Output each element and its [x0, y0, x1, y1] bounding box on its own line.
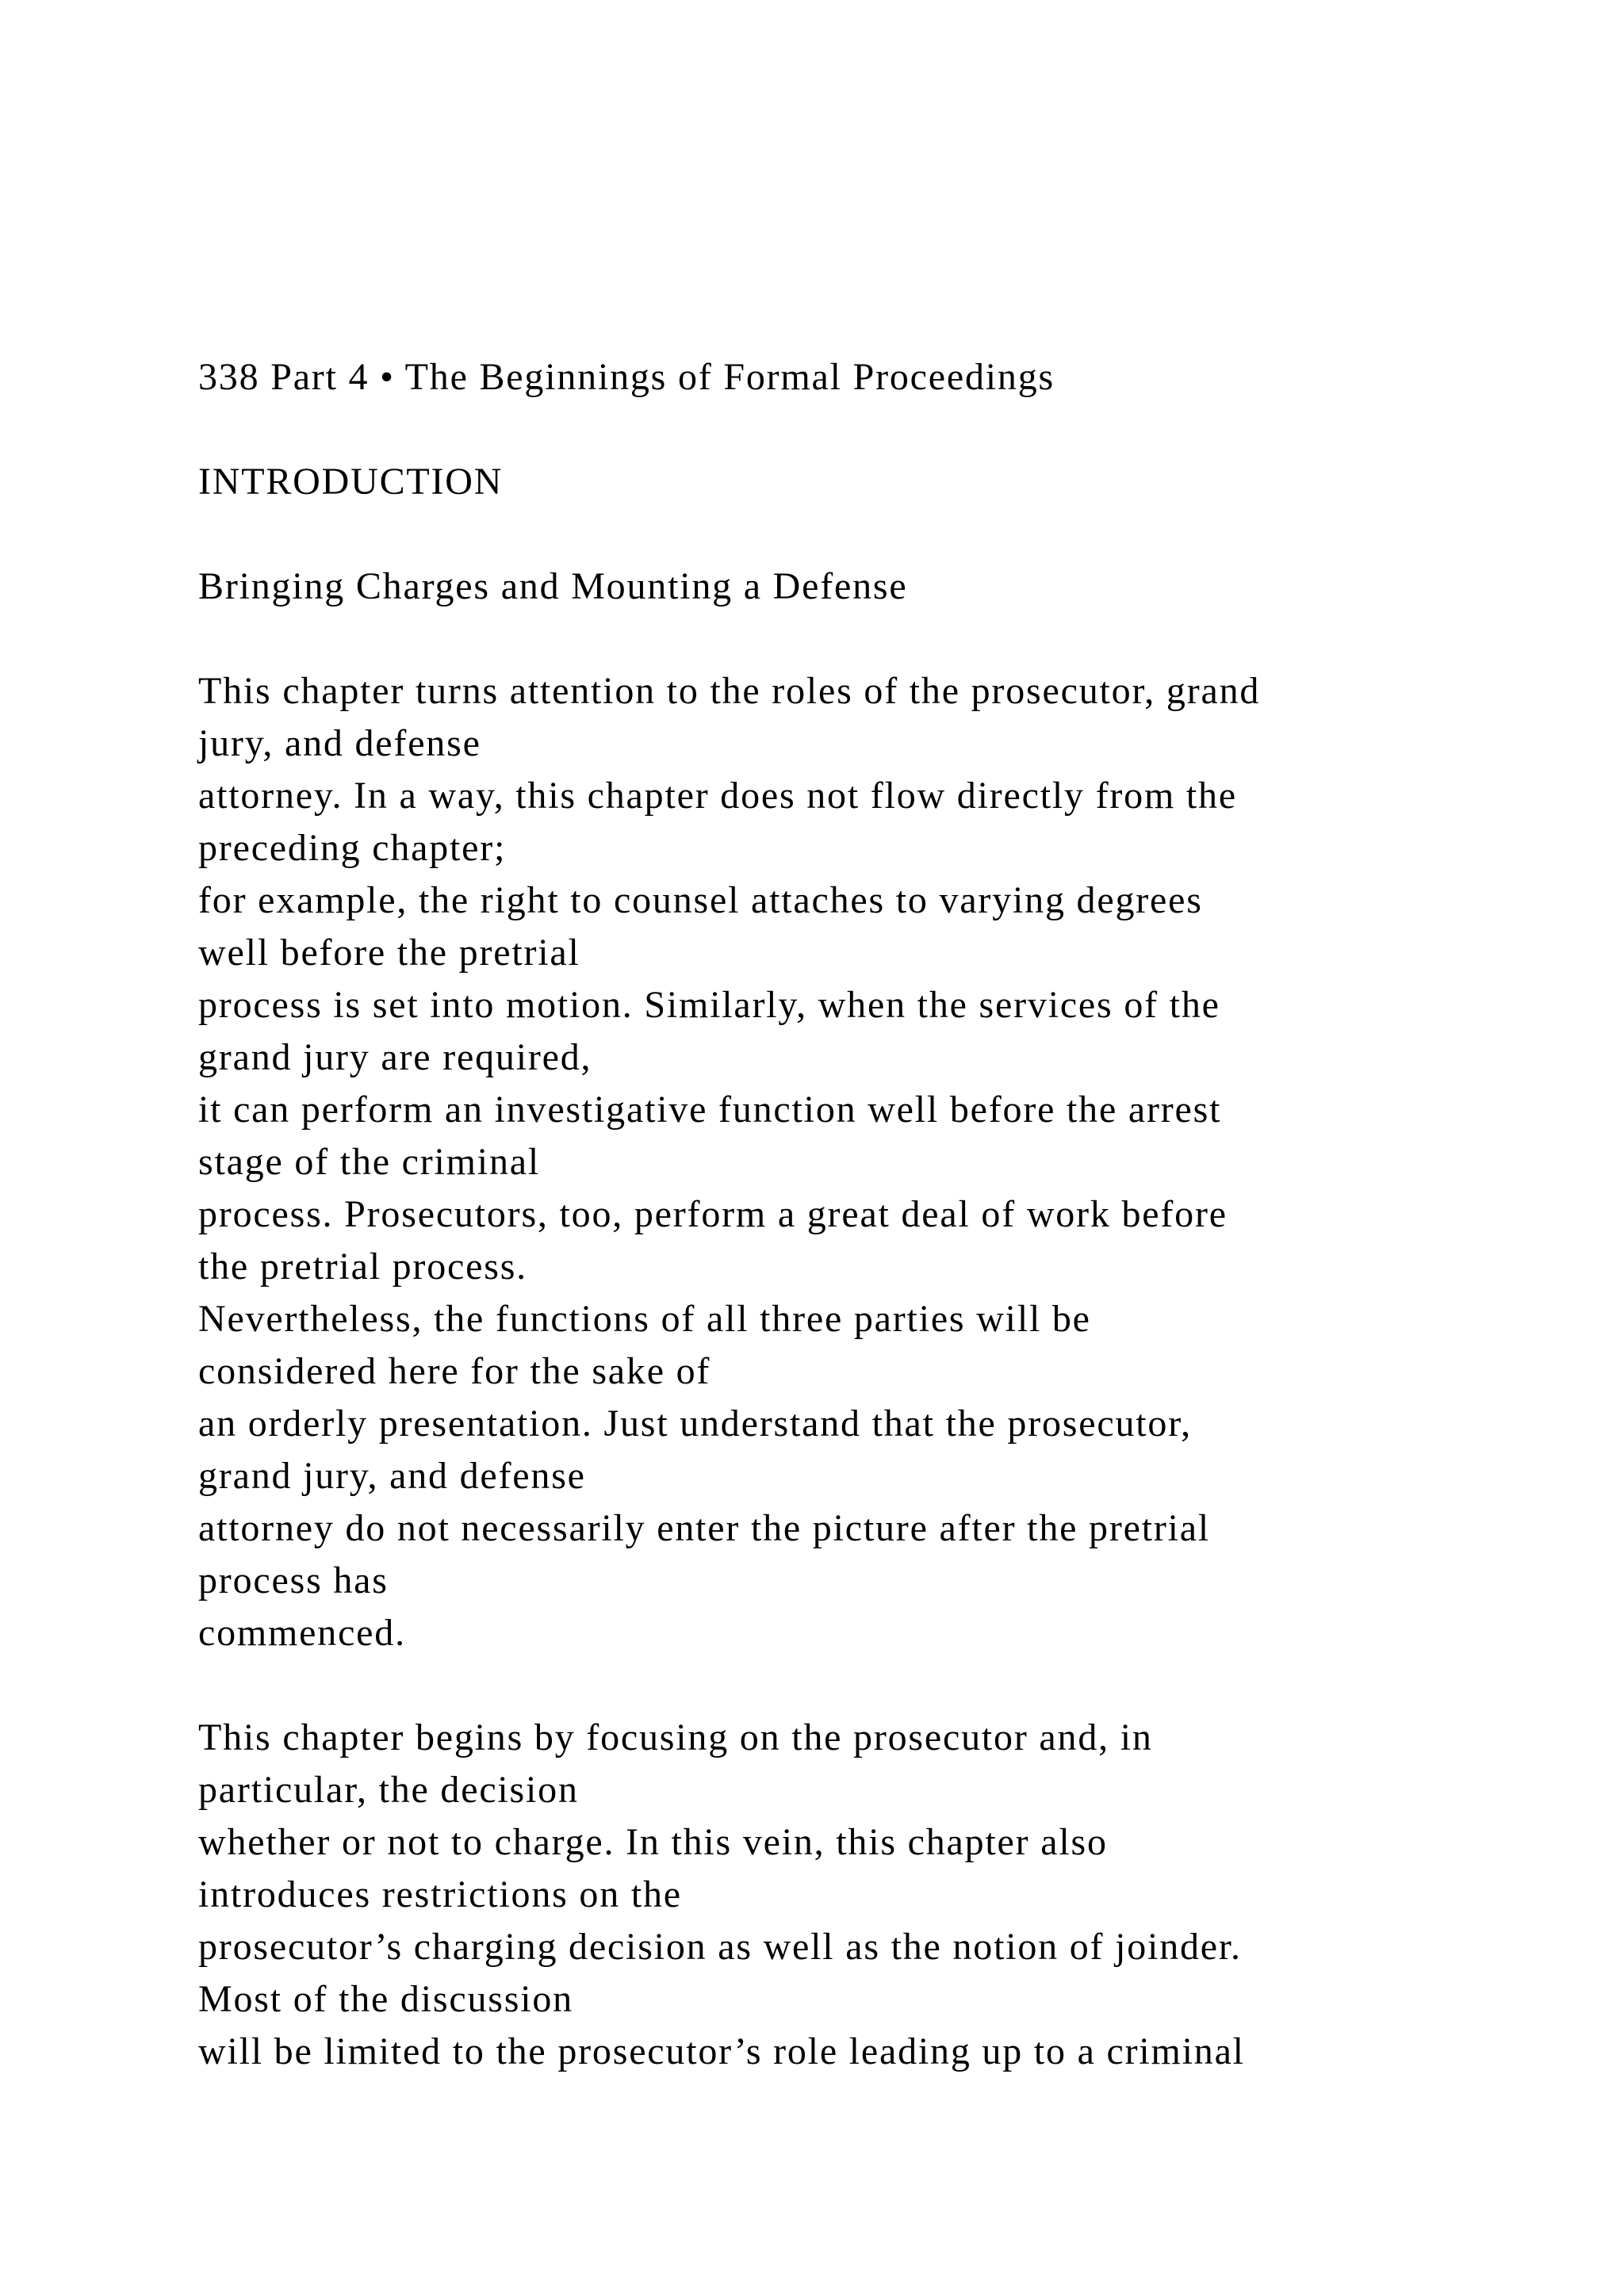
paragraph-line: process is set into motion. Similarly, when the services of the: [198, 984, 1220, 1026]
document-text: [198, 351, 1546, 2078]
paragraph-line: attorney. In a way, this chapter does not flow directly from the: [198, 775, 1237, 817]
paragraph-line: process. Prosecutors, too, perform a great deal of work before: [198, 1193, 1228, 1235]
paragraph-line: well before the pretrial: [198, 932, 580, 974]
paragraph-line: Nevertheless, the functions of all three parties will be: [198, 1298, 1091, 1340]
paragraph-line: Most of the discussion: [198, 1978, 573, 2020]
paragraph-line: an orderly presentation. Just understand that the prosecutor,: [198, 1402, 1192, 1445]
paragraph-line: prosecutor’s charging decision as well as the notion of joinder.: [198, 1926, 1242, 1968]
running-head: 338 Part 4 • The Beginnings of Formal Proceedings: [198, 356, 1055, 398]
paragraph-line: This chapter turns attention to the roles of the prosecutor, grand: [198, 670, 1261, 712]
paragraph-line: it can perform an investigative function well before the arrest: [198, 1089, 1222, 1131]
spacer: [198, 404, 1546, 456]
paragraph-line: the pretrial process.: [198, 1246, 527, 1288]
paragraph-line: grand jury, and defense: [198, 1455, 586, 1497]
spacer: [198, 508, 1546, 561]
paragraph-line: introduces restrictions on the: [198, 1873, 682, 1915]
paragraph-line: This chapter begins by focusing on the prosecutor and, in: [198, 1716, 1153, 1758]
paragraph-1: [198, 665, 1546, 1659]
paragraph-line: commenced.: [198, 1612, 406, 1654]
paragraph-line: will be limited to the prosecutor’s role leading up to a criminal: [198, 2030, 1245, 2072]
spacer: [198, 613, 1546, 665]
paragraph-line: grand jury are required,: [198, 1036, 592, 1078]
paragraph-2: [198, 1712, 1546, 2078]
paragraph-line: whether or not to charge. In this vein, this chapter also: [198, 1821, 1108, 1863]
section-label: INTRODUCTION: [198, 461, 504, 503]
spacer: [198, 1659, 1546, 1712]
paragraph-line: particular, the decision: [198, 1769, 579, 1811]
paragraph-line: attorney do not necessarily enter the picture after the pretrial: [198, 1507, 1211, 1549]
paragraph-line: jury, and defense: [198, 722, 481, 764]
paragraph-line: considered here for the sake of: [198, 1350, 711, 1392]
paragraph-line: preceding chapter;: [198, 827, 507, 869]
paragraph-line: stage of the criminal: [198, 1141, 540, 1183]
paragraph-line: for example, the right to counsel attaches to varying degrees: [198, 879, 1203, 921]
section-title: Bringing Charges and Mounting a Defense: [198, 565, 908, 607]
paragraph-line: process has: [198, 1559, 389, 1601]
